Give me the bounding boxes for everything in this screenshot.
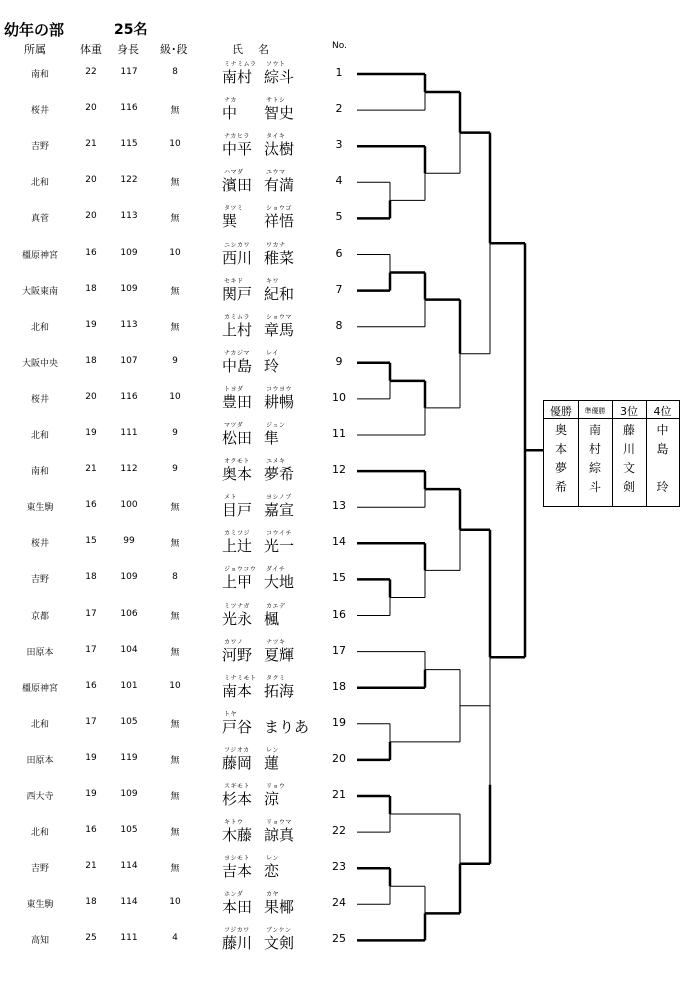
player-number: 8 [335,318,343,332]
player-height: 111 [120,933,138,944]
player-rank: 無 [170,755,180,766]
player-family-kana: ミツナガ [224,602,250,610]
player-given-name: 嘉宣 [264,501,295,520]
player-family-name: 光永 [222,609,253,628]
player-affiliation: 高知 [30,936,49,947]
player-weight: 16 [85,500,97,511]
player-family-name: 目戸 [222,501,253,520]
player-affiliation: 吉野 [30,864,49,875]
player-number: 14 [332,535,346,549]
player-weight: 15 [85,536,97,547]
player-given-kana: ショウゴ [266,205,292,213]
player-family-kana: カミムラ [224,313,251,321]
header-affiliation: 所属 [24,43,46,56]
player-given-kana: ソウト [266,61,286,68]
player-number: 11 [332,427,346,440]
player-number: 23 [332,860,346,874]
results-header: 優勝 [550,405,572,418]
player-height: 104 [120,644,138,655]
player-family-name: 杉本 [222,790,253,808]
division-title: 幼年の部 [4,21,65,39]
player-affiliation: 田原本 [26,755,54,766]
player-weight: 18 [85,572,97,583]
results-name-char: 夢 [554,461,567,475]
player-weight: 25 [85,933,97,944]
player-family-kana: フジカワ [224,927,250,935]
results-header: 準優勝 [584,407,606,415]
player-family-name: 巽 [222,212,238,231]
player-height: 100 [120,500,138,511]
player-weight: 20 [85,211,97,222]
player-affiliation: 真菅 [30,214,49,225]
player-affiliation: 橿原神宮 [21,683,58,694]
player-given-kana: タイキ [266,133,286,141]
player-rank: 無 [170,611,180,622]
player-family-kana: ジョウコウ [224,566,257,574]
player-height: 112 [120,464,138,475]
results-name-char: 川 [622,442,635,456]
player-given-name: 稚菜 [264,248,295,267]
player-weight: 17 [85,644,97,655]
player-weight: 21 [85,861,97,872]
player-given-kana: コウヨウ [266,385,293,393]
player-given-kana: ユメキ [266,458,286,466]
player-weight: 20 [85,175,97,186]
header-height: 身長 [117,43,139,56]
player-family-name: 南村 [222,68,253,86]
results-name-char: 藤 [622,423,635,437]
player-height: 107 [120,355,138,366]
player-weight: 18 [85,355,97,366]
results-name-char: 綜 [588,461,601,475]
player-height: 117 [120,67,138,77]
player-number: 9 [335,354,343,368]
player-family-kana: スギモト [224,783,251,790]
player-rank: 10 [169,391,181,402]
header-no: No. [332,41,347,51]
player-weight: 17 [85,608,97,619]
player-family-name: 奥本 [222,465,253,484]
player-given-name: まりあ [264,717,310,736]
player-rank: 無 [170,792,180,802]
results-name-char: 本 [554,442,567,456]
player-family-kana: トヤ [224,710,238,718]
player-family-kana: ハマダ [224,169,244,177]
player-weight: 17 [85,716,97,727]
player-affiliation: 橿原神宮 [21,250,58,261]
player-given-name: 汰樹 [264,140,295,159]
player-rank: 無 [170,106,180,117]
player-number: 1 [335,66,343,79]
player-affiliation: 東生駒 [26,503,54,514]
player-given-name: 夏輝 [264,645,295,664]
player-given-name: 諒真 [264,826,295,845]
player-given-kana: カヤ [266,891,280,899]
player-family-name: 西川 [222,248,253,267]
player-family-name: 濱田 [222,176,253,195]
player-affiliation: 北和 [30,322,49,333]
results-winner-name [578,421,612,497]
player-family-kana: ヨシモト [224,855,251,863]
player-rank: 8 [172,572,178,583]
player-rank: 無 [170,719,180,730]
player-height: 114 [120,897,138,908]
player-family-name: 木藤 [222,826,253,845]
player-number: 22 [332,824,346,838]
player-given-name: 楓 [264,609,280,628]
player-given-name: 章馬 [264,320,295,339]
player-given-name: 祥悟 [264,212,295,231]
player-affiliation: 南和 [30,70,49,80]
player-given-name: 光一 [264,537,295,556]
player-rank: 無 [170,503,180,514]
player-rank: 10 [169,247,181,258]
player-family-name: 戸谷 [222,717,253,736]
player-weight: 20 [85,391,97,402]
player-affiliation: 東生駒 [26,900,54,911]
player-family-name: 藤岡 [222,753,253,772]
player-height: 119 [120,752,138,763]
player-given-kana: コウイチ [266,530,292,538]
player-family-kana: キトウ [224,819,244,827]
player-given-name: 智史 [264,104,295,123]
player-height: 114 [120,861,138,872]
player-given-name: 隼 [264,429,280,447]
player-given-kana: ナツキ [266,638,286,646]
player-family-kana: ホンダ [224,891,244,899]
player-given-kana: リョウマ [266,819,292,827]
player-rank: 無 [170,647,180,658]
results-name-char: 剣 [622,480,635,494]
player-affiliation: 吉野 [30,575,49,586]
player-family-name: 中平 [222,140,253,159]
player-rank: 無 [170,178,180,189]
player-given-name: 拓海 [264,681,295,700]
player-weight: 16 [85,247,97,258]
player-number: 10 [332,390,346,404]
player-number: 24 [332,896,346,910]
player-family-kana: セキド [224,277,244,285]
player-number: 13 [332,499,346,513]
player-family-kana: ナカヒラ [224,133,250,141]
player-height: 109 [120,789,138,799]
player-number: 3 [335,138,343,152]
player-weight: 18 [85,897,97,908]
player-rank: 無 [170,286,180,297]
player-number: 2 [335,102,343,116]
player-rank: 10 [169,139,181,150]
player-family-name: 中 [222,104,238,123]
player-family-name: 本田 [222,898,253,917]
player-number: 17 [332,643,346,657]
player-weight: 20 [85,103,97,114]
player-height: 105 [120,716,138,727]
player-affiliation: 南和 [30,467,49,478]
header-weight: 体重 [80,43,102,56]
player-family-kana: カミツジ [224,530,251,538]
player-family-kana: ミナミモト [224,674,257,682]
results-name-char: 村 [588,442,601,456]
player-height: 109 [120,572,138,583]
player-given-kana: リョウ [266,783,286,790]
player-affiliation: 田原本 [26,647,54,658]
player-family-kana: ナカジマ [224,349,250,357]
player-number: 25 [332,932,346,946]
player-number: 16 [332,607,346,621]
player-given-kana: レイ [266,349,279,357]
player-family-kana: カワノ [224,638,244,646]
results-header: 3位 [620,405,638,418]
header-rank: 級･段 [160,43,188,56]
player-number: 4 [335,174,343,188]
player-affiliation: 北和 [30,178,49,189]
player-affiliation: 北和 [30,431,49,441]
player-given-name: 耕暢 [264,392,295,411]
player-given-kana: ダイチ [266,566,286,574]
player-weight: 19 [85,428,97,438]
results-header: 4位 [653,405,672,418]
player-given-kana: カエデ [266,602,286,610]
player-rank: 無 [170,539,180,550]
player-family-name: 吉本 [222,862,253,881]
player-given-name: 玲 [264,356,280,375]
player-affiliation: 大阪東南 [21,286,58,297]
player-height: 99 [123,536,135,547]
results-winner-name [544,421,578,497]
player-height: 109 [120,247,138,258]
player-rank: 10 [169,680,181,691]
player-given-kana: サトシ [266,97,286,105]
player-given-name: 恋 [264,862,280,881]
player-weight: 18 [85,283,97,294]
player-height: 111 [120,428,138,438]
player-given-name: 綜斗 [264,68,295,86]
player-given-name: 果椰 [264,898,295,917]
results-name-char: 希 [554,480,567,494]
player-height: 115 [120,139,138,150]
player-given-kana: ショウマ [266,313,292,321]
player-affiliation: 西大寺 [26,792,54,802]
player-family-name: 上甲 [222,573,253,592]
player-weight: 16 [85,680,97,691]
player-affiliation: 京都 [30,611,49,622]
player-family-name: 上辻 [222,537,253,556]
results-winner-name [646,421,679,497]
player-rank: 9 [172,428,178,438]
player-rank: 10 [169,897,181,908]
player-rank: 無 [170,828,180,839]
player-given-name: 蓮 [264,753,280,772]
results-name-char: 南 [588,423,601,437]
results-name-char: 中 [656,423,669,437]
player-family-name: 豊田 [222,392,253,411]
player-rank: 9 [172,464,178,475]
player-rank: 4 [172,933,178,944]
player-family-name: 関戸 [222,284,253,303]
player-given-name: 夢希 [264,465,295,484]
player-number: 5 [335,210,343,224]
player-number: 12 [332,463,346,477]
player-given-name: 有満 [264,176,295,195]
results-name-char [646,459,679,478]
player-given-kana: ヨシノブ [266,494,292,502]
player-family-name: 中島 [222,356,253,375]
player-number: 15 [332,571,346,585]
player-rank: 8 [172,67,178,77]
player-height: 106 [120,608,138,619]
results-name-char: 玲 [656,480,669,494]
player-family-name: 南本 [222,681,253,700]
player-height: 113 [120,319,138,330]
player-weight: 19 [85,752,97,763]
player-rank: 無 [170,322,180,333]
player-weight: 21 [85,139,97,150]
player-family-kana: メト [224,494,238,502]
player-family-name: 上村 [222,320,253,339]
player-family-kana: マツダ [224,422,244,429]
player-weight: 16 [85,825,97,836]
player-family-name: 松田 [222,429,253,447]
player-affiliation: 桜井 [30,539,49,550]
player-affiliation: 北和 [30,828,49,839]
player-affiliation: 吉野 [30,142,49,153]
player-family-kana: ミナミムラ [224,61,257,68]
player-rank: 9 [172,355,178,366]
player-affiliation: 大阪中央 [21,358,58,369]
player-given-kana: キワ [266,277,280,285]
player-weight: 19 [85,319,97,330]
player-affiliation: 桜井 [30,106,49,117]
player-number: 18 [332,679,346,693]
player-given-name: 涼 [264,790,280,808]
player-given-kana: ユウマ [266,169,286,177]
results-name-char: 奥 [554,423,567,437]
player-number: 21 [332,788,346,801]
player-given-kana: ジュン [266,422,286,429]
results-box [543,400,680,507]
player-weight: 22 [85,67,97,77]
player-weight: 19 [85,789,97,799]
player-height: 116 [120,103,138,114]
player-family-kana: オクモト [224,458,250,466]
results-name-char: 文 [622,461,635,475]
results-name-char: 斗 [588,480,601,494]
player-number: 19 [332,715,346,729]
player-given-kana: レン [266,855,279,863]
player-affiliation: 北和 [30,719,49,730]
player-given-name: 大地 [264,573,295,592]
player-affiliation: 桜井 [30,394,49,405]
participant-count: 25名 [114,22,148,38]
player-family-name: 藤川 [222,934,253,953]
player-height: 105 [120,825,138,836]
player-family-kana: ニシカワ [224,241,251,249]
player-given-name: 文剣 [264,934,295,953]
player-given-name: 紀和 [264,284,295,303]
player-given-kana: ワカナ [266,241,286,249]
player-height: 109 [120,283,138,294]
results-name-char: 島 [656,442,669,456]
player-family-kana: フジオカ [224,746,250,754]
player-given-kana: レン [266,746,279,754]
player-weight: 21 [85,464,97,475]
player-given-kana: タクミ [266,674,286,682]
player-height: 116 [120,391,138,402]
player-family-kana: タツミ [224,205,244,213]
player-rank: 無 [170,864,180,875]
player-rank: 無 [170,214,180,225]
player-number: 20 [332,751,346,765]
player-family-kana: トヨダ [224,385,244,393]
player-height: 101 [120,680,138,691]
header-name: 氏 名 [232,43,271,56]
results-winner-name [612,421,646,497]
player-number: 6 [335,246,343,260]
player-given-kana: ブンケン [266,927,292,935]
player-height: 113 [120,211,138,222]
player-family-name: 河野 [222,645,253,664]
player-height: 122 [120,175,138,186]
player-number: 7 [335,282,343,296]
player-family-kana: ナカ [224,97,237,105]
